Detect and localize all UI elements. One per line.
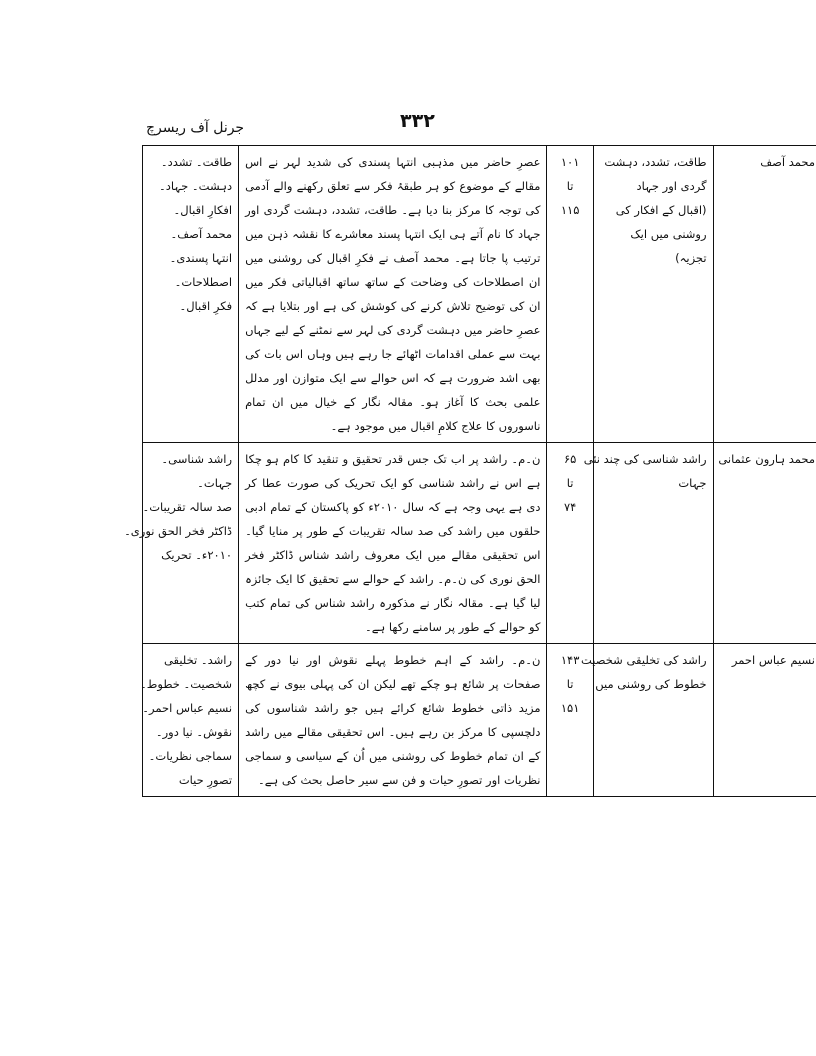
title-line: جہات xyxy=(678,476,707,490)
title-line: گردی اور جہاد xyxy=(636,179,707,193)
abstract-cell xyxy=(239,146,547,443)
keyword: راشد۔ تخلیقی xyxy=(163,653,233,667)
table-row xyxy=(143,644,816,797)
keywords-cell xyxy=(140,644,239,797)
title-line: تجزیہ) xyxy=(675,251,707,265)
title-line: خطوط کی روشنی میں xyxy=(595,677,707,691)
title-cell xyxy=(581,644,713,797)
research-abstracts-table xyxy=(124,145,816,797)
keyword: محمد آصف۔ xyxy=(170,227,233,241)
keywords-cell xyxy=(124,443,239,644)
keyword: افکارِ اقبال۔ xyxy=(173,203,233,217)
author-cell xyxy=(713,443,816,644)
page-header xyxy=(142,110,816,140)
keywords-cell xyxy=(143,146,239,443)
abstract-text: ن۔م۔ راشد پر اب تک جس قدر تحقیق و تنقید کا کام ہو چکا ہے اس نے راشد شناسی کو ایک تحریک کی صورت عطا کر دی ہے یہی وجہ ہے کہ سال ۲۰۱۰ء کو پاکستان کے تمام ادبی حلقوں میں راشد کی صد سالہ تقریبات کے طور پر منایا گیا۔ اس تحقیقی مقالے میں ایک معروف راشد شناس ڈاکٹر فخر الحق نوری کی ن۔م۔ راشد کے حوالے سے تحقیق کا ایک جائزہ لیا گیا ہے۔ مقالہ نگار نے مذکورہ راشد شناس کی تمام کتب کو حوالے کے طور پر سامنے رکھا ہے۔ xyxy=(245,452,541,634)
keyword: جہات۔ xyxy=(197,476,233,490)
journal-title: جرنل آف ریسرچ xyxy=(146,120,245,136)
keyword: طاقت۔ تشدد۔ xyxy=(160,155,233,169)
keyword: صد سالہ تقریبات۔ xyxy=(142,500,233,514)
author-cell xyxy=(713,644,816,797)
title-line: راشد کی تخلیقی شخصیت xyxy=(581,653,707,667)
author-name: محمد ہارون عثمانی xyxy=(718,452,815,466)
title-line: راشد شناسی کی چند نئی xyxy=(583,452,707,466)
page-to: تا xyxy=(566,179,574,193)
keyword: شخصیت۔ خطوط۔ xyxy=(140,677,233,691)
keyword: تصورِ حیات xyxy=(178,773,233,787)
keyword: دہشت۔ جہاد۔ xyxy=(159,179,233,193)
table-row xyxy=(143,443,816,644)
abstract-text: ن۔م۔ راشد کے اہم خطوط پہلے نقوش اور نیا دور کے صفحات پر شائع ہو چکے تھے لیکن ان کی پہلی بیوی نے کچھ مزید ذاتی خطوط شائع کرائے ہیں جو راشد شناسوں کی دلچسپی کا مرکز بن رہے ہیں۔ اس تحقیقی مقالے میں راشد کے ان تمام خطوط کی روشنی میں اُن کے سیاسی و سماجی نظریات اور تصورِ حیات و فن سے سیر حاصل بحث کی ہے۔ xyxy=(245,653,541,787)
keyword: راشد شناسی۔ xyxy=(161,452,233,466)
abstract-cell xyxy=(239,644,547,797)
keyword: انتہا پسندی۔ xyxy=(169,251,233,265)
keyword: نقوش۔ نیا دور۔ xyxy=(155,725,233,739)
page-end: ۱۵۱ xyxy=(560,701,580,715)
page-end: ۱۱۵ xyxy=(560,203,580,217)
title-cell xyxy=(583,443,713,644)
pages-cell xyxy=(547,443,593,644)
title-line: (اقبال کے افکار کی xyxy=(615,203,707,217)
abstract-cell xyxy=(239,443,547,644)
author-name: نسیم عباس احمر xyxy=(731,653,815,667)
keyword: سماجی نظریات۔ xyxy=(148,749,233,763)
page-start: ۶۵ xyxy=(563,452,577,466)
page-to: تا xyxy=(566,677,574,691)
keyword: ۲۰۱۰ء۔ تحریک xyxy=(161,548,233,562)
author-name: محمد آصف xyxy=(760,155,815,169)
page-to: تا xyxy=(566,476,574,490)
page-start: ۱۰۱ xyxy=(560,155,580,169)
keyword: ڈاکٹر فخر الحق نوری۔ xyxy=(124,524,233,538)
title-line: طاقت، تشدد، دہشت xyxy=(604,155,707,169)
keyword: اصطلاحات۔ xyxy=(174,275,233,289)
keyword: فکرِ اقبال۔ xyxy=(179,299,233,313)
table-row xyxy=(143,146,816,443)
page-start: ۱۴۳ xyxy=(560,653,580,667)
author-cell xyxy=(713,146,816,443)
pages-cell xyxy=(547,146,593,443)
title-cell xyxy=(593,146,713,443)
page-number: ۳۳۲ xyxy=(400,110,435,132)
keyword: نسیم عباس احمر۔ xyxy=(142,701,233,715)
title-line: روشنی میں ایک xyxy=(630,227,707,241)
page-end: ۷۴ xyxy=(563,500,577,514)
abstract-text: عصرِ حاضر میں مذہبی انتہا پسندی کی شدید لہر نے اس مقالے کے موضوع کو ہر طبقۂ فکر سے تعلق رکھنے والے آدمی کی توجہ کا مرکز بنا دیا ہے۔ طاقت، تشدد، دہشت گردی اور جہاد کا نام آتے ہی ایک انتہا پسند معاشرے کا نقشہ ذہن میں ترتیب پا جاتا ہے۔ محمد آصف نے فکرِ اقبال کی روشنی میں ان اصطلاحات کی وضاحت کے ساتھ ساتھ اقبالیاتی فکر میں ان کی توضیح تلاش کرنے کی کوشش کی ہے اور بتلایا ہے کہ عصرِ حاضر میں دہشت گردی کی لہر سے نمٹنے کے لیے جہاں بہت سے عملی اقدامات اٹھائے جا رہے ہیں وہاں اس بات کی بھی اشد ضرورت ہے کہ اس حوالے سے ایک متوازن اور مدلل علمی بحث کا آغاز ہو۔ مقالہ نگار کے خیال میں ان تمام ناسوروں کا علاج کلامِ اقبال میں موجود ہے۔ xyxy=(245,155,541,433)
